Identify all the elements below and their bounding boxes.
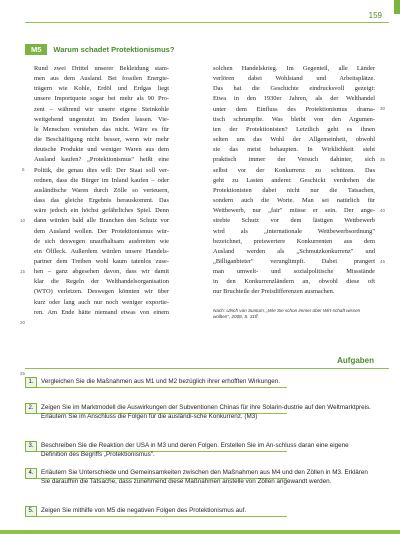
text-line: wäre jedoch ein höchst gefährliches Spiel. Denn: [34, 207, 169, 215]
header-rule: [25, 22, 389, 23]
text-line: Rund zwei Drittel unserer Bekleidung stam-: [34, 65, 169, 72]
task-text: Beschreiben Sie die Reaktion der USA in M3 und deren Folgen. Erstellen Sie im An-schluss daran eine eigene Definition des Begriffs „Protektionismus".: [41, 442, 349, 459]
text-line: tisch schrumpfte. Was bleibt von den Argumen-: [213, 115, 375, 123]
text-line: Protektionisten dabei nicht nur die Tatsachen,: [213, 186, 375, 194]
text-line: sie das meist behaupten. In Wirklichkeit steht: [213, 146, 375, 154]
task-text: Erläutern Sie Unterschiede und Gemeinsamkeiten zwischen den Maßnahmen aus M4 und den Zöllen in M3. Erklären Sie daraufhin die Tatsache, dass zunehmend diese Maßnahmen anstelle von Zöllen angewandt werden.: [41, 469, 368, 486]
line-number: 35: [380, 157, 386, 162]
text-line: (WTO) verletzen. Deswegen könnten wir über: [34, 288, 169, 296]
text-line: praktisch immer der Versuch dahinter, sich: [213, 156, 375, 164]
text-line: verlören dabei Wohlstand und Arbeitsplätze.: [213, 75, 375, 83]
section-title: Warum schadet Protektionismus?: [53, 45, 175, 54]
line-number: 30: [380, 106, 386, 111]
text-line: sondern auch die Worte. Man sei natürlich für: [213, 197, 375, 205]
text-column-right: [213, 64, 375, 298]
task-underline: [37, 516, 287, 517]
section-header: [25, 44, 174, 55]
text-line: weitgehend ungenutzt im Boden lassen. Vie-: [34, 115, 169, 123]
tasks-heading: Aufgaben: [337, 356, 374, 365]
text-line: ten der Protektionisten? Letztlich geht es ihnen: [213, 125, 375, 133]
source-citation: Nach: Ulrich van Suntum, „Wie Sie schon immer über Wirt-schaft wissen wollten", 2008, S. 31ff.: [213, 308, 361, 319]
text-line: „Billiganbieter" verunglimpft. Dabei prangert: [213, 257, 375, 265]
text-line: selten um das Wohl der Allgemeinheit, obwohl: [213, 136, 375, 144]
text-line: kurz oder lang auch nur noch weniger exportie-: [34, 298, 169, 306]
text-line: dem Ausland wollen. Der Protektionismus wür-: [34, 227, 169, 235]
text-line: selbst vor der Konkurrenz zu schützen. Das: [213, 166, 375, 174]
text-line: hen – ganz abgesehen davon, dass wir damit: [34, 268, 169, 276]
text-line: le Menschen verstehen das nicht. Wäre es für: [34, 125, 169, 133]
text-line: Ausland kaufen? „Protektionismus" heißt eine: [34, 156, 169, 164]
text-line: Politik, die genau dies will: Der Staat soll ver-: [34, 166, 169, 174]
text-line: wird als „internationale Wettbewerbsordnung": [213, 227, 375, 235]
text-line: bezeichnet, preiswertere Konkurrenten aus dem: [213, 237, 375, 245]
text-line: klar die Regeln der Welthandelsorganisation: [34, 278, 169, 286]
task-item: [25, 403, 377, 435]
task-item: [25, 468, 377, 500]
text-line: ren. Am Ende hätte niemand etwas von einem: [34, 308, 169, 316]
text-line: Das hat die Geschichte eindrucksvoll gezeigt:: [213, 85, 375, 93]
task-number: 2.: [25, 403, 37, 414]
text-line: geht zu Lasten anderer. Geschickt verdrehen die: [213, 176, 375, 184]
text-line: trägern wie Kohle, Erdöl und Erdgas liegt: [34, 85, 169, 93]
task-number: 3.: [25, 441, 37, 452]
task-number: 4.: [25, 468, 37, 479]
task-item: [25, 506, 377, 518]
line-number: 25: [20, 371, 26, 376]
task-number: 1.: [25, 377, 37, 388]
task-underline: [37, 387, 287, 388]
task-text: Vergleichen Sie die Maßnahmen aus M1 und M2 bezüglich ihrer erhofften Wirkungen.: [41, 378, 280, 385]
text-line: unter dem Einfluss des Protektionismus drama-: [213, 105, 375, 113]
text-line: partner dem Treiben wohl kaum tatenlos zuse-: [34, 257, 169, 265]
task-item: [25, 377, 377, 399]
task-text: Zeigen Sie im Marktmodell die Auswirkungen der Subventionen Chinas für ihre Solarin-dustrie auf den Weltmarktpreis. Erläutern Sie im Anschluss die Folgen für die ausländi-sche Konkurrenz. (M3): [41, 404, 371, 421]
text-line: ordnen, dass die Bürger im Inland kaufen – oder: [34, 176, 169, 184]
text-line: unsere Importquote sogar bei mehr als 90 Pro-: [34, 95, 169, 103]
task-text: Zeigen Sie mithilfe von M5 die negativen Folgen des Protektionismus auf.: [41, 507, 247, 514]
page-bottom-bar: [0, 530, 400, 534]
text-line: die Beschäftigung nicht besser, wenn wir mehr: [34, 136, 169, 144]
page-number: 159: [368, 11, 382, 20]
text-line: men aus dem Ausland. Bei fossilen Energie-: [34, 75, 169, 83]
line-number: 40: [380, 208, 386, 213]
line-number: 10: [20, 218, 26, 223]
line-number: 20: [20, 320, 26, 325]
text-line: ausländische Waren durch Zölle so verteuern,: [34, 186, 169, 194]
section-badge: M5: [25, 44, 47, 55]
text-line: de sich deswegen unaufhaltsam ausbreiten wie: [34, 237, 169, 245]
text-line: man umwelt- und sozialpolitische Missstände: [213, 268, 375, 276]
text-line: dann würden bald alle Branchen den Schutz vor: [34, 217, 169, 225]
text-line: deutsche Produkte und weniger Waren aus dem: [34, 146, 169, 154]
text-line: strebte Schutz vor dem lästigen Wettbewerb: [213, 217, 375, 225]
text-line: Ausland werden als „Schmutzkonkurrenz" und: [213, 247, 375, 255]
line-number: 5: [22, 167, 25, 172]
text-line: zent – während wir unsere eigene Steinkohle: [34, 105, 169, 113]
line-number: 15: [20, 269, 26, 274]
line-number: 45: [380, 259, 386, 264]
text-line: Wettbewerb, nur „fair" müsse er sein. Der ange-: [213, 207, 375, 215]
task-item: [25, 441, 377, 463]
page-edge-marker: [394, 0, 400, 14]
tasks-rule: [25, 368, 389, 369]
text-line: dass das gleiche Ergebnis herauskommt. Das: [34, 197, 169, 205]
text-line: in den Konkurrenzländern an, obwohl diese oft: [213, 278, 375, 286]
text-line: nur Bruchteile der Preisdifferenzen ausmachen.: [213, 288, 335, 296]
text-line: solchen Handelskrieg. Im Gegenteil, alle Länder: [213, 65, 375, 72]
text-line: Etwa in den 1930er Jahren, als der Welthandel: [213, 95, 375, 103]
text-line: ein Ölfleck. Außerdem würden unsere Handels-: [34, 247, 169, 255]
text-column-left: [34, 64, 169, 318]
task-number: 5.: [25, 506, 37, 517]
